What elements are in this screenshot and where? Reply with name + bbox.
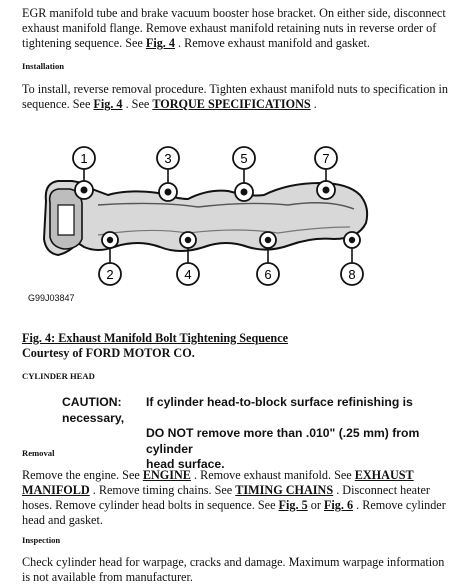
bolt-label-1: 1	[80, 151, 88, 166]
bolt-label-2: 2	[106, 267, 114, 282]
removal-heading: Removal	[22, 448, 55, 458]
removal-paragraph: Remove the engine. See ENGINE . Remove exhaust manifold. See EXHAUST MANIFOLD . Remove timing chains. See TIMING CHAINS . Disconnect heater hoses. Remove cylinder head bolts in sequence. See Fig. 5 or Fig. 6 . Remove cylinder head and gasket.	[22, 468, 446, 527]
top-callouts	[73, 147, 337, 169]
bolt-label-8: 8	[348, 267, 356, 282]
fig4-link[interactable]: Fig. 4	[145, 36, 175, 50]
fig6-link[interactable]: Fig. 6	[323, 498, 354, 512]
caution-line-2: DO NOT remove more than .010" (.25 mm) from cylinder	[146, 426, 420, 456]
exhaust-manifold-illustration	[28, 143, 388, 313]
installation-heading: Installation	[22, 61, 65, 71]
bolt-label-6: 6	[264, 267, 272, 282]
exhaust-manifold-link[interactable]: EXHAUST MANIFOLD	[22, 468, 414, 497]
caution-line-3: head surface.	[146, 457, 225, 471]
torque-specifications-link[interactable]: TORQUE SPECIFICATIONS	[152, 97, 311, 111]
inspection-paragraph: Check cylinder head for warpage, cracks and damage. Maximum warpage information is not available from manufacturer.	[22, 555, 445, 584]
exhaust-manifold-figure	[28, 143, 388, 313]
intro-paragraph: EGR manifold tube and brake vacuum booster hose bracket. On either side, disconnect exhaust manifold flange. Remove exhaust manifold retaining nuts in reverse order of tightening sequence. See Fig. 4 . Remove exhaust manifold and gasket.	[22, 6, 446, 50]
timing-chains-link[interactable]: TIMING CHAINS	[235, 483, 334, 497]
bolt-label-4: 4	[184, 267, 192, 282]
manifold-outlet	[58, 205, 74, 235]
installation-paragraph: To install, reverse removal procedure. Tighten exhaust manifold nuts to specification in sequence. See Fig. 4 . See TORQUE SPECIFICATIONS .	[22, 82, 448, 111]
fig5-link[interactable]: Fig. 5	[278, 498, 308, 512]
caution-note	[62, 395, 462, 473]
figure-caption-title: Fig. 4: Exhaust Manifold Bolt Tightening Sequence	[22, 331, 289, 345]
fig4-link[interactable]: Fig. 4	[93, 97, 123, 111]
bolt-label-5: 5	[240, 151, 248, 166]
inspection-heading: Inspection	[22, 535, 61, 545]
engine-link[interactable]: ENGINE	[142, 468, 191, 482]
figure-caption-credit: Courtesy of FORD MOTOR CO.	[22, 346, 195, 360]
cylinder-head-heading: CYLINDER HEAD	[22, 371, 95, 381]
figure-id: G99J03847	[28, 293, 75, 303]
caution-line-1: If cylinder head-to-block surface refinishing is necessary,	[62, 395, 413, 425]
bolt-label-3: 3	[164, 151, 172, 166]
figure-caption	[22, 331, 288, 361]
bolt-label-7: 7	[322, 151, 330, 166]
bottom-callouts	[99, 263, 363, 285]
caution-label: CAUTION:	[62, 395, 122, 409]
